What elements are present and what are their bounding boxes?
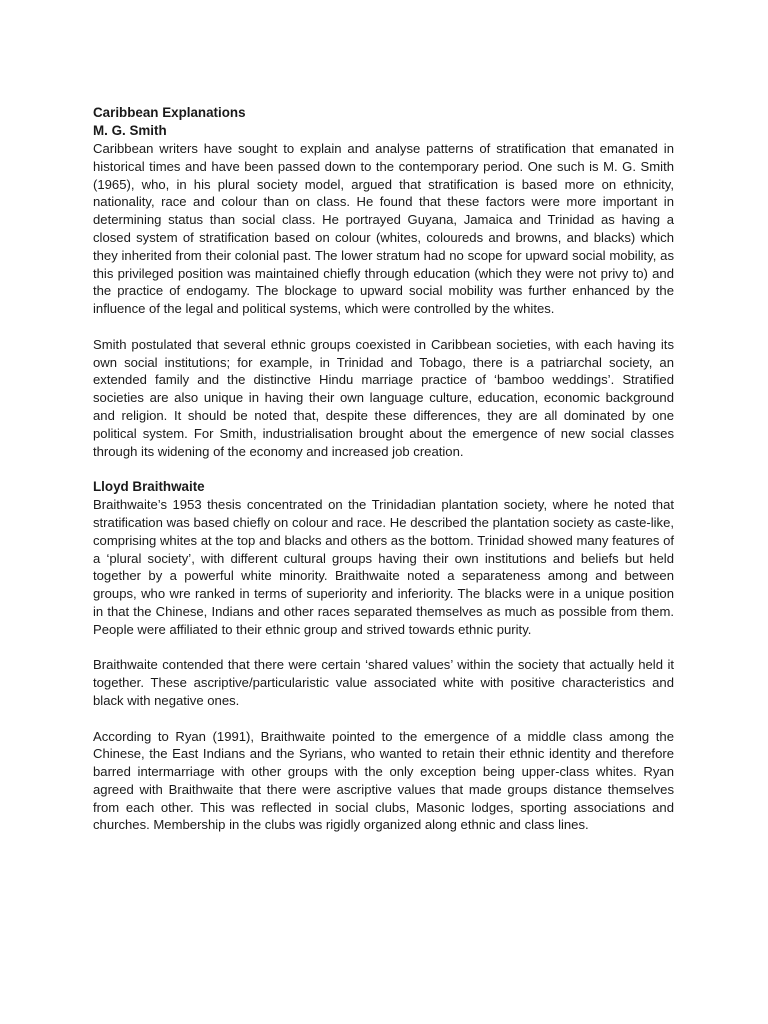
subsection-heading-braithwaite: Lloyd Braithwaite [93, 479, 205, 495]
paragraph-spacer [93, 318, 674, 336]
section-title: Caribbean Explanations [93, 105, 246, 120]
subsection-heading-smith: M. G. Smith [93, 123, 167, 138]
paragraph-braithwaite-2: Braithwaite contended that there were certain ‘shared values’ within the society that actually held it together. These ascriptive/particularistic value associated white with positive characteristics and black with negative ones. [93, 657, 674, 708]
paragraph-smith-1: Caribbean writers have sought to explain and analyse patterns of stratification that emanated in historical times and have been passed down to the contemporary period. One such is M. G. Smith (1965), who, in his plural society model, argued that stratification is based more on ethnicity, nationality, race and colour than on class. He found that these factors were more important in determining status than social class. He portrayed Guyana, Jamaica and Trinidad as having a closed system of stratification based on colour (whites, coloureds and browns, and blacks) which they inherited from their colonial past. The lower stratum had no scope for upward social mobility, as this privileged position was maintained chiefly through education (which they were not privy to) and the practice of endogamy. The blockage to upward social mobility was further enhanced by the influence of the legal and political systems, which were controlled by the whites. [93, 141, 674, 317]
paragraph-braithwaite-1: Braithwaite’s 1953 thesis concentrated on the Trinidadian plantation society, where he noted that stratification was based chiefly on colour and race. He described the plantation society as caste-like, comprising whites at the top and blacks and others as the bottom. Trinidad showed many features of a ‘plural society’, with different cultural groups having their own institutions and beliefs but held together by a powerful white minority. Braithwaite noted a separateness among and between groups, who wre ranked in terms of superiority and inferiority. The blacks were in a unique position in that the Chinese, Indians and other races separated themselves as much as possible from them. People were affiliated to their ethnic group and strived towards ethnic purity. [93, 497, 674, 637]
paragraph-spacer [93, 639, 674, 657]
paragraph-spacer [93, 710, 674, 728]
paragraph-spacer [93, 460, 674, 478]
paragraph-smith-2: Smith postulated that several ethnic groups coexisted in Caribbean societies, with each having its own social institutions; for example, in Trinidad and Tobago, there is a patriarchal society, an extended family and the distinctive Hindu marriage practice of ‘bamboo weddings’. Stratified societies are also unique in having their own language culture, education, economic background and religion. It should be noted that, despite these differences, they are all dominated by one political system. For Smith, industrialisation brought about the emergence of new social classes through its widening of the economy and increased job creation. [93, 336, 674, 459]
paragraph-braithwaite-3: According to Ryan (1991), Braithwaite pointed to the emergence of a middle class among the Chinese, the East Indians and the Syrians, who wanted to retain their ethnic identity and therefore barred intermarriage with other groups with the only exception being upper-class whites. Ryan agreed with Braithwaite that there were ascriptive values that made groups distance themselves from each other. This was reflected in social clubs, Masonic lodges, sporting associations and churches. Membership in the clubs was rigidly organized along ethnic and class lines. [93, 728, 674, 833]
document-page [93, 104, 674, 834]
